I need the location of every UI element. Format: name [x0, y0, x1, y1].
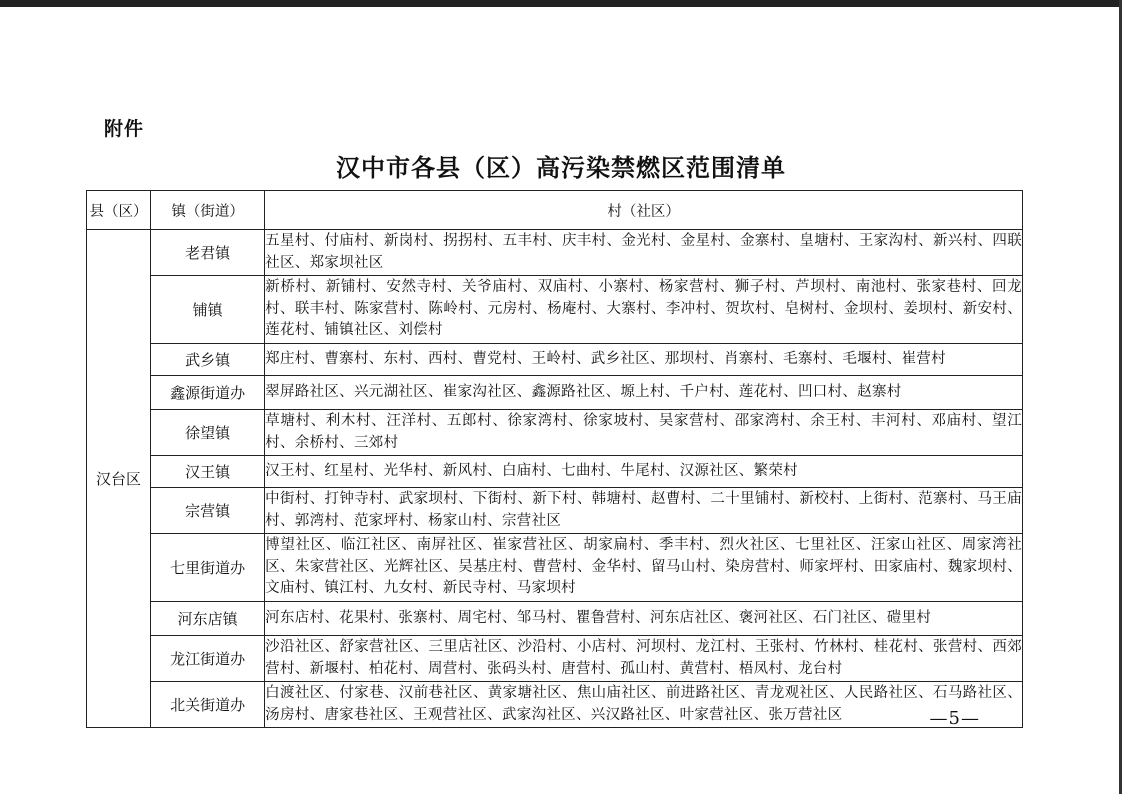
town-cell: 宗营镇	[151, 488, 265, 534]
table-row	[87, 276, 1023, 344]
town-cell: 七里街道办	[151, 534, 265, 602]
town-cell: 鑫源街道办	[151, 376, 265, 410]
document-title: 汉中市各县（区）高污染禁燃区范围清单	[336, 154, 786, 182]
table-row	[87, 534, 1023, 602]
town-cell: 铺镇	[151, 276, 265, 344]
table-row	[87, 636, 1023, 682]
town-cell: 汉王镇	[151, 456, 265, 488]
table-row	[87, 376, 1023, 410]
table-row	[87, 230, 1023, 276]
villages-cell: 翠屏路社区、兴元湖社区、崔家沟社区、鑫源路社区、塬上村、千户村、莲花村、凹口村、赵寨村	[265, 376, 1023, 410]
header-county: 县（区）	[87, 191, 151, 230]
table-row	[87, 682, 1023, 728]
table-row	[87, 488, 1023, 534]
villages-cell: 白渡社区、付家巷、汉前巷社区、黄家塘社区、焦山庙社区、前进路社区、青龙观社区、人民路社区、石马路社区、汤房村、唐家巷社区、王观营社区、武家沟社区、兴汉路社区、叶家营社区、张万营社区	[265, 682, 1023, 728]
villages-cell: 郑庄村、曹寨村、东村、西村、曹党村、王岭村、武乡社区、那坝村、肖寨村、毛寨村、毛堰村、崔营村	[265, 344, 1023, 376]
table-row	[87, 344, 1023, 376]
villages-cell: 中街村、打钟寺村、武家坝村、下街村、新下村、韩塘村、赵曹村、二十里铺村、新校村、上街村、范寨村、马王庙村、郭湾村、范家坪村、杨家山村、宗营社区	[265, 488, 1023, 534]
villages-cell: 五星村、付庙村、新岗村、拐拐村、五丰村、庆丰村、金光村、金星村、金寨村、皇塘村、王家沟村、新兴村、四联社区、郑家坝社区	[265, 230, 1023, 276]
table-row	[87, 410, 1023, 456]
table-row	[87, 602, 1023, 636]
villages-cell: 草塘村、利木村、汪洋村、五郎村、徐家湾村、徐家坡村、吴家营村、邵家湾村、余王村、丰河村、邓庙村、望江村、余桥村、三郊村	[265, 410, 1023, 456]
top-border-rule	[0, 0, 1122, 7]
town-cell: 武乡镇	[151, 344, 265, 376]
header-town: 镇（街道）	[151, 191, 265, 230]
town-cell: 老君镇	[151, 230, 265, 276]
villages-cell: 汉王村、红星村、光华村、新风村、白庙村、七曲村、牛尾村、汉源社区、繁荣村	[265, 456, 1023, 488]
page-number: —5—	[929, 708, 980, 729]
appendix-label: 附件	[104, 118, 145, 140]
town-cell: 徐望镇	[151, 410, 265, 456]
town-cell: 北关街道办	[151, 682, 265, 728]
villages-cell: 沙沿社区、舒家营社区、三里店社区、沙沿村、小店村、河坝村、龙江村、王张村、竹林村、桂花村、张营村、西郊营村、新堰村、柏花村、周营村、张码头村、唐营村、孤山村、黄营村、梧凤村、龙台村	[265, 636, 1023, 682]
table-row	[87, 456, 1023, 488]
villages-cell: 河东店村、花果村、张寨村、周宅村、邹马村、瞿鲁营村、河东店社区、褒河社区、石门社区、磑里村	[265, 602, 1023, 636]
county-cell: 汉台区	[87, 230, 151, 728]
villages-cell: 新桥村、新铺村、安然寺村、关爷庙村、双庙村、小寨村、杨家营村、狮子村、芦坝村、南池村、张家巷村、回龙村、联丰村、陈家营村、陈岭村、元房村、杨庵村、大寨村、李冲村、贺坎村、皂树村、金坝村、姜坝村、新安村、莲花村、铺镇社区、刘偿村	[265, 276, 1023, 344]
villages-cell: 博望社区、临江社区、南屏社区、崔家营社区、胡家扁村、季丰村、烈火社区、七里社区、汪家山社区、周家湾社区、朱家营社区、光辉社区、吴基庄村、曹营村、金华村、留马山村、染房营村、师家坪村、田家庙村、魏家坝村、文庙村、镇江村、九女村、新民寺村、马家坝村	[265, 534, 1023, 602]
table-header-row	[87, 191, 1023, 230]
town-cell: 河东店镇	[151, 602, 265, 636]
town-cell: 龙江街道办	[151, 636, 265, 682]
ban-zone-table	[86, 190, 1023, 728]
header-villages: 村（社区）	[265, 191, 1023, 230]
